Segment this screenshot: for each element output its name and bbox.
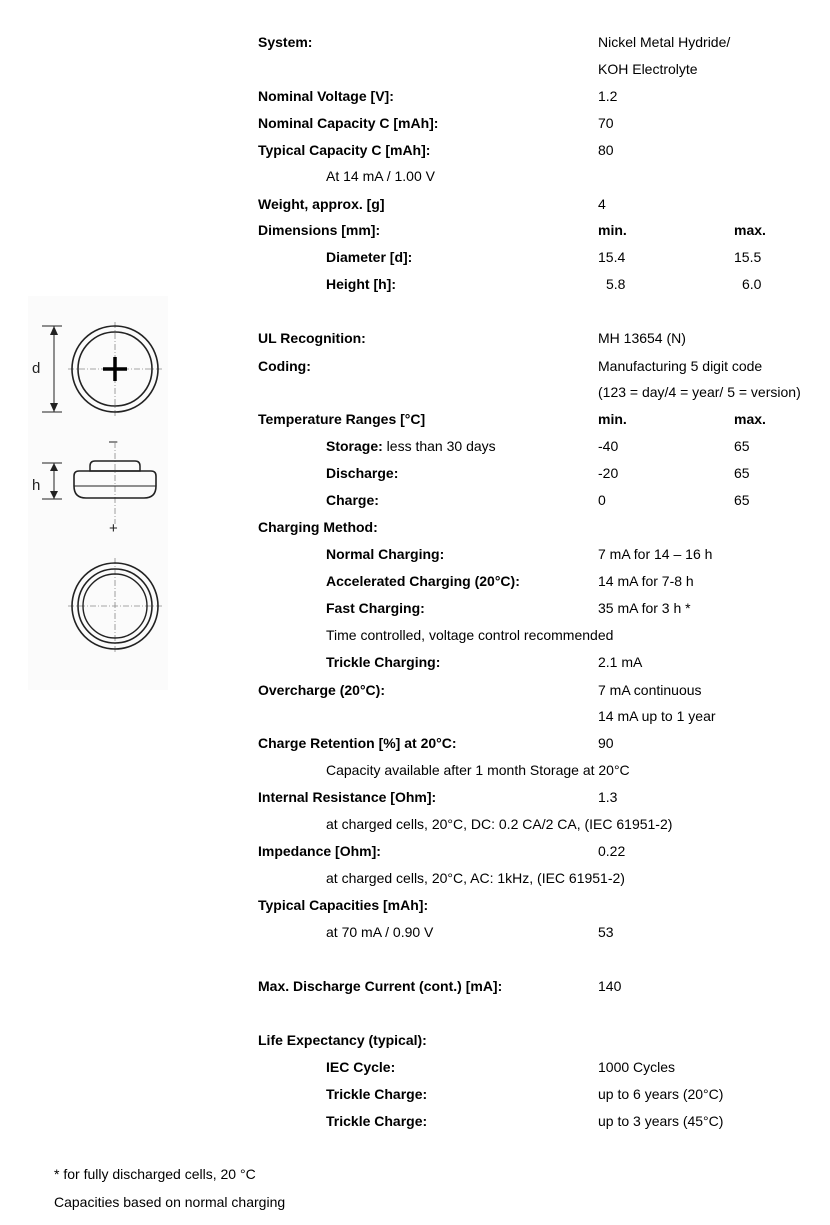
spec-label: Charge: — [326, 492, 379, 508]
spec-label: Max. Discharge Current (cont.) [mA]: — [258, 978, 503, 994]
spec-value: 5.8 — [606, 276, 626, 292]
spec-row — [0, 921, 830, 943]
spec-value: 14 mA for 7-8 h — [598, 573, 694, 589]
plus-terminal-label: + — [109, 520, 118, 537]
spec-max-header: max. — [734, 411, 766, 427]
spec-label-group — [258, 193, 385, 215]
spec-value: 7 mA for 14 – 16 h — [598, 546, 713, 562]
spec-label: Typical Capacities [mAh]: — [258, 897, 429, 913]
spec-row — [0, 597, 830, 619]
spec-label: Accelerated Charging (20°C): — [326, 573, 520, 589]
spec-value: (123 = day/4 = year/ 5 = version) — [598, 384, 801, 400]
spec-label: Fast Charging: — [326, 600, 425, 616]
spec-row — [0, 1083, 830, 1105]
spec-row — [0, 570, 830, 592]
spec-value: 0.22 — [598, 843, 626, 859]
spec-label: Temperature Ranges [°C] — [258, 411, 426, 427]
spec-max-value: 65 — [734, 492, 750, 508]
spec-row — [0, 1056, 830, 1078]
spec-row — [0, 193, 830, 215]
spec-label-group — [258, 516, 378, 538]
spec-row — [0, 462, 830, 484]
spec-label: Trickle Charging: — [326, 654, 441, 670]
spec-label: Normal Charging: — [326, 546, 445, 562]
spec-label-group — [326, 543, 444, 565]
spec-row — [0, 975, 830, 997]
spec-subtext: At 14 mA / 1.00 V — [326, 168, 435, 184]
spec-row — [0, 139, 830, 161]
spec-note: less than 30 days — [382, 438, 496, 454]
spec-value: 35 mA for 3 h * — [598, 600, 691, 616]
spec-row — [0, 219, 830, 241]
spec-max-value: 65 — [734, 438, 750, 454]
spec-label-group — [326, 1110, 427, 1132]
spec-label: Discharge: — [326, 465, 399, 481]
spec-min-header: min. — [598, 222, 627, 238]
spec-value: Nickel Metal Hydride/ — [598, 34, 731, 50]
spec-subtext: Time controlled, voltage control recommended — [326, 627, 614, 643]
spec-label: Charge Retention [%] at 20°C: — [258, 735, 457, 751]
spec-row — [0, 516, 830, 538]
spec-label-group — [258, 679, 385, 701]
spec-value: 53 — [598, 924, 614, 940]
spec-label: Nominal Voltage [V]: — [258, 88, 394, 104]
spec-row — [0, 165, 830, 187]
spec-label: Typical Capacity C [mAh]: — [258, 142, 431, 158]
spec-label: Height [h]: — [326, 276, 396, 292]
spec-row — [0, 489, 830, 511]
spec-label: UL Recognition: — [258, 330, 366, 346]
spec-row — [0, 705, 830, 727]
spec-label-group — [326, 1056, 395, 1078]
spec-subtext: at charged cells, 20°C, AC: 1kHz, (IEC 61951-2) — [326, 870, 625, 886]
spec-row — [0, 786, 830, 808]
spec-label-group — [258, 975, 502, 997]
spec-label: Impedance [Ohm]: — [258, 843, 381, 859]
spec-label-group — [258, 408, 425, 430]
spec-label-group — [326, 651, 440, 673]
spec-label-group — [258, 112, 438, 134]
spec-label: Charging Method: — [258, 519, 378, 535]
spec-row — [0, 112, 830, 134]
spec-value: 1.3 — [598, 789, 618, 805]
spec-subtext: Capacity available after 1 month Storage at 20°C — [326, 762, 630, 778]
spec-label-group — [326, 246, 412, 268]
dimension-d-label: d — [32, 360, 41, 377]
spec-row — [0, 273, 830, 295]
spec-row — [0, 867, 830, 889]
spec-label-group — [258, 139, 430, 161]
spec-value: 1.2 — [598, 88, 618, 104]
spec-label-group — [258, 786, 436, 808]
spec-label: Coding: — [258, 358, 311, 374]
spec-label: Trickle Charge: — [326, 1086, 428, 1102]
spec-value: -20 — [598, 465, 619, 481]
spec-label-group — [326, 1083, 427, 1105]
spec-row — [0, 651, 830, 673]
spec-label-group — [326, 435, 496, 457]
spec-label: Overcharge (20°C): — [258, 682, 385, 698]
spec-value: MH 13654 (N) — [598, 330, 686, 346]
spec-row — [0, 58, 830, 80]
spec-row — [0, 327, 830, 349]
spec-value: 2.1 mA — [598, 654, 643, 670]
spec-label-group — [258, 85, 394, 107]
spec-value: 0 — [598, 492, 606, 508]
spec-subtext: at charged cells, 20°C, DC: 0.2 CA/2 CA, (IEC 61951-2) — [326, 816, 673, 832]
spec-label-group — [258, 219, 380, 241]
spec-label: Internal Resistance [Ohm]: — [258, 789, 437, 805]
spec-value: 70 — [598, 115, 614, 131]
spec-value: 90 — [598, 735, 614, 751]
spec-value: 80 — [598, 142, 614, 158]
spec-row — [0, 543, 830, 565]
spec-value: 7 mA continuous — [598, 682, 702, 698]
spec-row — [0, 813, 830, 835]
spec-label: Weight, approx. [g] — [258, 196, 385, 212]
spec-label-group — [258, 894, 428, 916]
spec-label-group — [326, 489, 379, 511]
spec-subtext: at 70 mA / 0.90 V — [326, 924, 434, 940]
spec-label-group — [258, 732, 457, 754]
spec-label-group — [258, 1029, 427, 1051]
spec-row — [0, 435, 830, 457]
spec-value: 1000 Cycles — [598, 1059, 676, 1075]
spec-row — [0, 1110, 830, 1132]
spec-label-group — [326, 570, 520, 592]
spec-value: 14 mA up to 1 year — [598, 708, 716, 724]
spec-max-value: 65 — [734, 465, 750, 481]
spec-row — [0, 840, 830, 862]
spec-row — [0, 679, 830, 701]
spec-label: Dimensions [mm]: — [258, 222, 381, 238]
spec-label-group — [326, 597, 425, 619]
spec-value: 4 — [598, 196, 606, 212]
dimension-h-label: h — [32, 477, 41, 494]
spec-row — [0, 759, 830, 781]
spec-label: Diameter [d]: — [326, 249, 413, 265]
spec-min-header: min. — [598, 411, 627, 427]
spec-row — [0, 246, 830, 268]
spec-value: -40 — [598, 438, 619, 454]
spec-row — [0, 85, 830, 107]
spec-row — [0, 624, 830, 646]
spec-row — [0, 894, 830, 916]
spec-label: Storage: — [326, 438, 383, 454]
footnote-discharged: * for fully discharged cells, 20 °C — [54, 1166, 256, 1182]
spec-row — [0, 381, 830, 403]
spec-label-group — [326, 273, 396, 295]
spec-max-value: 15.5 — [734, 249, 762, 265]
spec-row — [0, 732, 830, 754]
minus-terminal-label: – — [109, 433, 118, 450]
spec-label: Nominal Capacity C [mAh]: — [258, 115, 439, 131]
spec-label: Trickle Charge: — [326, 1113, 428, 1129]
spec-value: 15.4 — [598, 249, 626, 265]
spec-label: Life Expectancy (typical): — [258, 1032, 427, 1048]
spec-label-group — [258, 327, 366, 349]
spec-label: IEC Cycle: — [326, 1059, 396, 1075]
spec-row — [0, 355, 830, 377]
spec-value: up to 6 years (20°C) — [598, 1086, 724, 1102]
footnote-capacities: Capacities based on normal charging — [54, 1194, 286, 1210]
spec-row — [0, 31, 830, 53]
spec-label-group — [326, 462, 398, 484]
spec-row — [0, 408, 830, 430]
spec-max-value: 6.0 — [742, 276, 762, 292]
spec-row — [0, 1029, 830, 1051]
spec-max-header: max. — [734, 222, 766, 238]
spec-value: 140 — [598, 978, 622, 994]
spec-value: KOH Electrolyte — [598, 61, 698, 77]
spec-label-group — [258, 840, 381, 862]
spec-label-group — [258, 355, 311, 377]
spec-value: Manufacturing 5 digit code — [598, 358, 763, 374]
spec-label: System: — [258, 34, 313, 50]
spec-value: up to 3 years (45°C) — [598, 1113, 724, 1129]
spec-label-group — [258, 31, 312, 53]
